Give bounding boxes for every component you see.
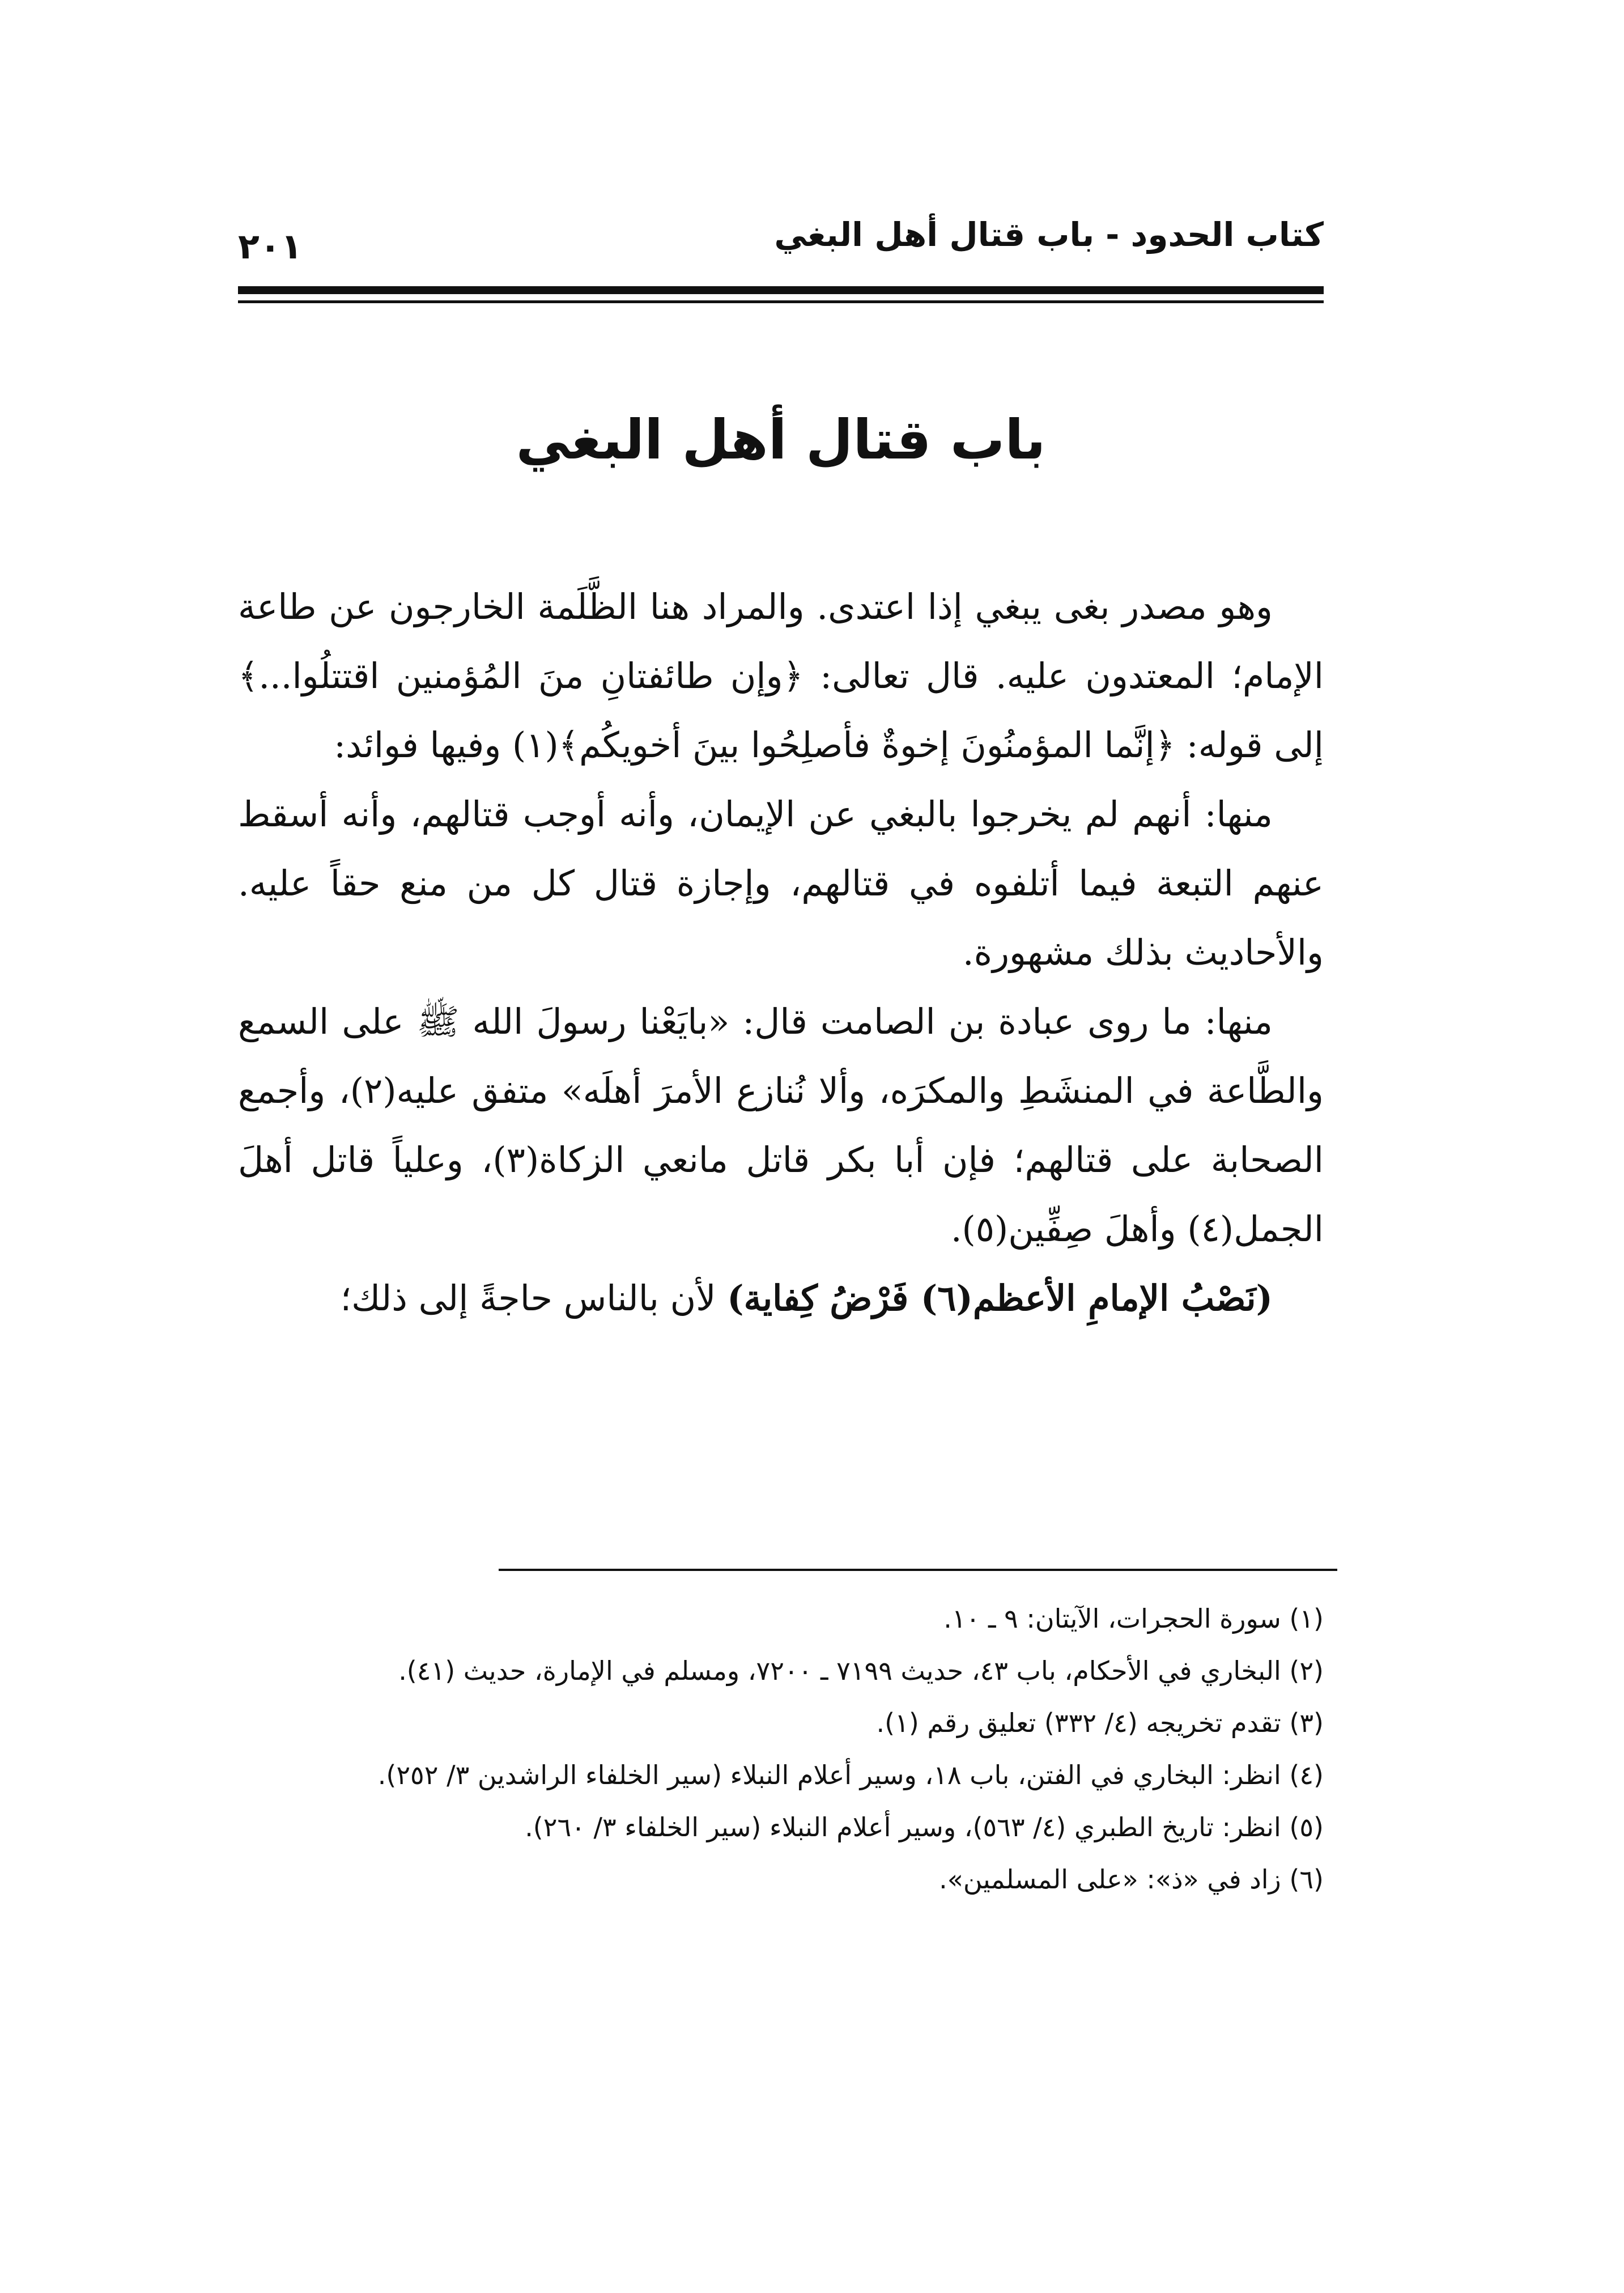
imamate-matn: (نَصْبُ الإمامِ الأعظم(٦) فَرْضُ كِفاية) [727, 1277, 1273, 1319]
running-head-title: كتاب الحدود - باب قتال أهل البغي [774, 215, 1324, 254]
main-text [238, 572, 1324, 1333]
header-rule-thick [238, 286, 1324, 294]
footnote-4: (٤) انظر: البخاري في الفتن، باب ١٨، وسير أعلام النبلاء (سير الخلفاء الراشدين ٣/ ٢٥٢). [377, 1760, 1324, 1790]
footnote-2: (٢) البخاري في الأحكام، باب ٤٣، حديث ٧١٩٩ ـ ٧٢٠٠، ومسلم في الإمارة، حديث (٤١). [398, 1655, 1324, 1686]
paragraph-definition: وهو مصدر بغى يبغي إذا اعتدى. والمراد هنا الظَّلَمة الخارجون عن طاعة الإمام؛ المعتدون عليه. قال تعالى: ﴿وإن طائفتانِ منَ المُؤمنين اقتتلُوا...﴾ إلى قوله: ﴿إنَّما المؤمنُونَ إخوةٌ فأصلِحُوا بينَ أخويكُم﴾(١) وفيها فوائد: [238, 586, 1324, 766]
running-head [238, 215, 1324, 278]
paragraph-benefits: منها: أنهم لم يخرجوا بالبغي عن الإيمان، وأنه أوجب قتالهم، وأنه أسقط عنهم التبعة فيما أتلفوه في قتالهم، وإجازة قتال كل من منع حقاً عليه. والأحاديث بذلك مشهورة. [238, 793, 1324, 973]
footnote-5: (٥) انظر: تاريخ الطبري (٤/ ٥٦٣)، وسير أعلام النبلاء (سير الخلفاء ٣/ ٢٦٠). [525, 1812, 1324, 1842]
imamate-commentary: لأن بالناس حاجةً إلى ذلك؛ [340, 1277, 728, 1319]
paragraph-hadith: منها: ما روى عبادة بن الصامت قال: «بايَعْنا رسولَ الله ﷺ على السمع والطَّاعة في المنشَطِ والمكرَه، وألا نُنازع الأمرَ أهلَه» متفق عليه(٢)، وأجمع الصحابة على قتالهم؛ فإن أبا بكر قاتل مانعي الزكاة(٣)، وعلياً قاتل أهلَ الجمل(٤) وأهلَ صِفِّين(٥). [238, 1001, 1324, 1250]
footnote-separator [499, 1569, 1337, 1571]
footnotes [238, 1593, 1324, 1905]
page-number: ٢٠١ [238, 226, 303, 267]
chapter-title: باب قتال أهل البغي [516, 408, 1046, 472]
header-rule-thin [238, 300, 1324, 303]
footnote-3: (٣) تقدم تخريجه (٤/ ٣٣٢) تعليق رقم (١). [876, 1708, 1324, 1738]
footnote-6: (٦) زاد في «ذ»: «على المسلمين». [939, 1864, 1324, 1895]
footnote-1: (١) سورة الحجرات، الآيتان: ٩ ـ ١٠. [943, 1603, 1324, 1634]
paragraph-imamate [238, 1264, 1324, 1333]
